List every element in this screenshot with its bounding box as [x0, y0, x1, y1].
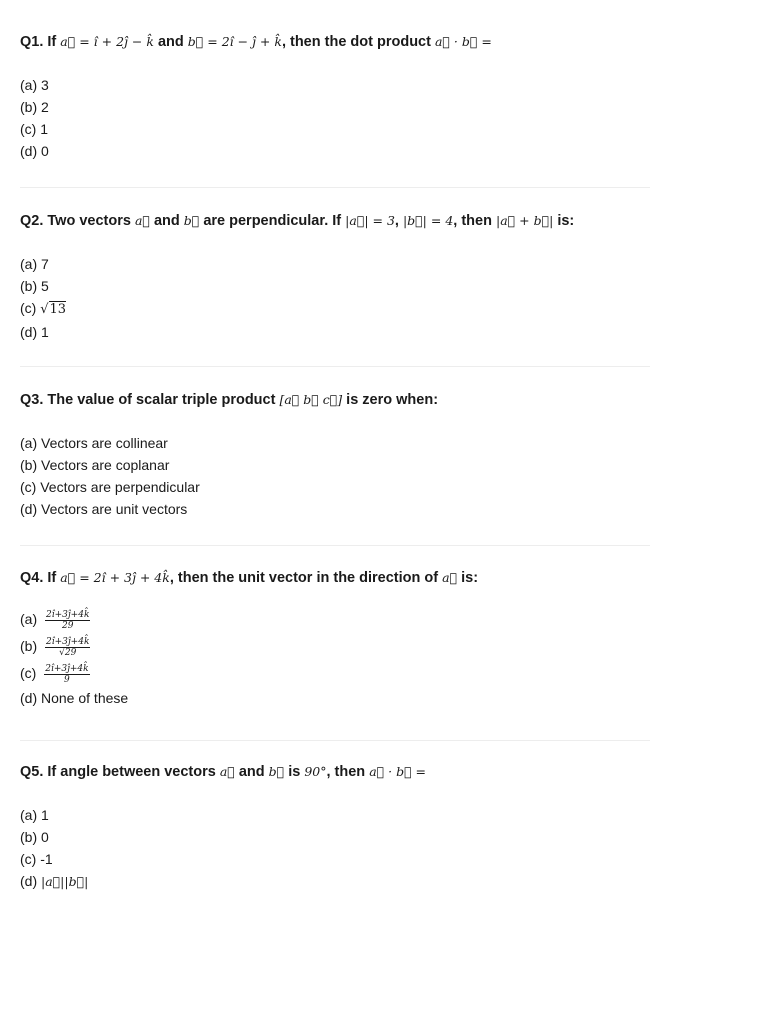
text-segment: and — [234, 764, 269, 780]
text-segment: and — [153, 34, 188, 50]
option-c[interactable] — [20, 297, 650, 321]
option-b[interactable] — [20, 633, 650, 660]
options-list — [20, 74, 650, 162]
option-b[interactable]: (b) Vectors are coplanar — [20, 457, 170, 473]
question-5 — [20, 762, 650, 893]
option-label: (c) — [20, 665, 37, 681]
divider — [20, 740, 650, 741]
square-root-expression: √13 — [40, 302, 67, 317]
math-expression: 90° — [304, 764, 327, 779]
math-expression: a⃗ — [134, 213, 150, 228]
text-segment: If — [47, 34, 61, 50]
divider — [20, 545, 650, 546]
text-segment: is: — [457, 570, 479, 586]
option-label: (d) — [20, 873, 38, 889]
math-expression: |a⃗||b⃗| — [41, 874, 89, 889]
divider — [20, 366, 650, 367]
option-a[interactable]: (a) 1 — [20, 807, 49, 823]
math-expression: a⃗ — [442, 570, 458, 585]
option-c[interactable]: (c) -1 — [20, 851, 53, 867]
math-expression: a⃗ = 2î + 3ĵ + 4k̂ — [60, 570, 170, 585]
text-segment: The value of scalar triple product — [47, 392, 280, 408]
option-a[interactable]: (a) Vectors are collinear — [20, 435, 168, 451]
divider — [20, 187, 650, 188]
option-d[interactable] — [20, 870, 650, 893]
text-segment: , then the unit vector in the direction of — [169, 570, 443, 586]
numerator: 2î+3ĵ+4k̂ — [46, 636, 90, 647]
text-segment: and — [149, 213, 184, 229]
text-segment: is zero when: — [342, 392, 439, 408]
text-segment: , then — [326, 764, 370, 780]
options-list — [20, 606, 650, 709]
math-expression: a⃗ — [219, 764, 235, 779]
text-segment: are perpendicular. If — [199, 213, 346, 229]
text-segment: , — [394, 213, 403, 229]
numerator: 2î+3ĵ+4k̂ — [46, 609, 90, 620]
option-d[interactable]: (d) 0 — [20, 143, 49, 159]
math-expression: b⃗ — [268, 764, 285, 779]
question-5-text — [20, 762, 650, 782]
math-expression: |b⃗| = 4 — [402, 213, 454, 228]
text-segment: If angle between vectors — [47, 764, 220, 780]
question-number: Q4. — [20, 570, 44, 586]
option-d[interactable]: (d) Vectors are unit vectors — [20, 501, 188, 517]
option-label: (b) — [20, 638, 38, 654]
options-list — [20, 253, 650, 343]
math-expression: b⃗ = 2î − ĵ + k̂ — [187, 34, 282, 49]
fraction — [45, 637, 90, 658]
question-1-text — [20, 32, 650, 52]
math-expression: [a⃗ b⃗ c⃗] — [279, 392, 343, 407]
question-2 — [20, 211, 650, 343]
numerator: 2î+3ĵ+4k̂ — [45, 663, 89, 674]
question-number: Q3. — [20, 392, 44, 408]
math-expression: a⃗ · b⃗ = — [369, 764, 427, 779]
math-expression: a⃗ · b⃗ = — [434, 34, 492, 49]
option-d[interactable]: (d) 1 — [20, 324, 49, 340]
option-label: (c) — [20, 300, 37, 316]
option-a[interactable]: (a) 3 — [20, 77, 49, 93]
radicand: 13 — [49, 302, 67, 317]
question-4-text — [20, 568, 650, 588]
options-list — [20, 432, 650, 520]
option-b[interactable]: (b) 2 — [20, 99, 49, 115]
options-list — [20, 804, 650, 893]
question-number: Q1. — [20, 34, 44, 50]
text-segment: is: — [553, 213, 575, 229]
denominator: √29 — [59, 647, 77, 658]
question-3 — [20, 390, 650, 520]
question-number: Q2. — [20, 213, 44, 229]
text-segment: is — [284, 764, 305, 780]
text-segment: , then the dot product — [281, 34, 435, 50]
option-c[interactable]: (c) 1 — [20, 121, 48, 137]
option-b[interactable]: (b) 5 — [20, 278, 49, 294]
denominator: 29 — [61, 620, 74, 631]
text-segment: If — [47, 570, 61, 586]
option-a[interactable] — [20, 606, 650, 633]
fraction — [45, 610, 90, 631]
denominator: 9 — [64, 674, 70, 685]
option-c[interactable]: (c) Vectors are perpendicular — [20, 479, 200, 495]
math-expression: |a⃗| = 3 — [345, 213, 395, 228]
question-1 — [20, 32, 650, 162]
math-expression: b⃗ — [183, 213, 200, 228]
math-expression: a⃗ = î + 2ĵ − k̂ — [60, 34, 154, 49]
option-a[interactable]: (a) 7 — [20, 256, 49, 272]
text-segment: Two vectors — [47, 213, 135, 229]
option-d[interactable]: (d) None of these — [20, 690, 129, 706]
question-2-text — [20, 211, 650, 231]
math-expression: |a⃗ + b⃗| — [495, 213, 554, 228]
option-b[interactable]: (b) 0 — [20, 829, 49, 845]
option-label: (a) — [20, 611, 38, 627]
question-4 — [20, 568, 650, 709]
option-c[interactable] — [20, 660, 650, 687]
question-number: Q5. — [20, 764, 44, 780]
text-segment: , then — [453, 213, 496, 229]
question-3-text — [20, 390, 650, 410]
fraction — [44, 664, 89, 685]
